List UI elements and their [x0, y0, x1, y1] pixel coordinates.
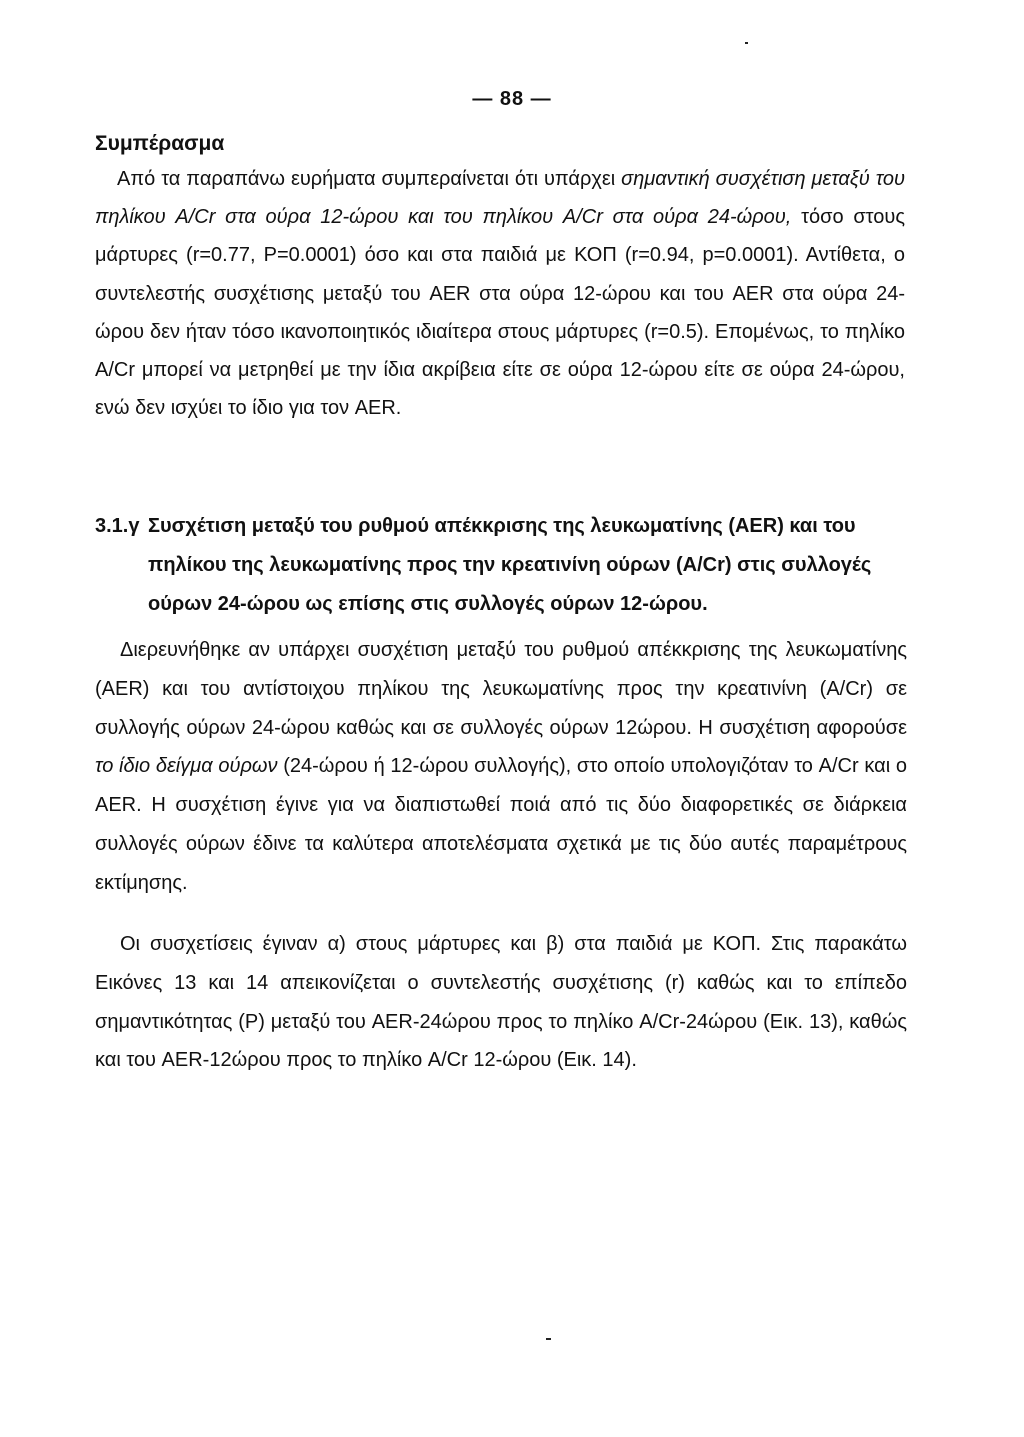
section-heading-line-2: πηλίκου της λευκωματίνης προς την κρεατινίνη ούρων (A/Cr) στις συλλογές	[148, 554, 872, 576]
section-heading-line-1	[95, 507, 907, 546]
section-heading-line-3: ούρων 24-ώρου ως επίσης στις συλλογές ούρων 12-ώρου.	[148, 593, 708, 615]
page-number: — 88 —	[472, 88, 552, 110]
body-paragraph-1	[95, 631, 907, 903]
conclusion-paragraph	[95, 160, 905, 427]
body-paragraph-1-emphasis: το ίδιο δείγμα ούρων	[95, 755, 278, 778]
body-paragraph-1-end: (24-ώρου ή 12-ώρου συλλογής), στο οποίο υπολογιζόταν το A/Cr και ο AER. Η συσχέτιση έγινε για να διαπιστωθεί ποιά από τις δύο διαφορετικές σε διάρκεια συλλογές ούρων έδινε τα καλύτερα αποτελέσματα σχετικά με τις δύο αυτές παραμέτρους εκτίμησης.	[95, 755, 907, 894]
body-paragraph-2: Οι συσχετίσεις έγιναν α) στους μάρτυρες και β) στα παιδιά με ΚΟΠ. Στις παρακάτω Εικόνες 13 και 14 απεικονίζεται ο συντελεστής συσχέτισης (r) καθώς και το επίπεδο σημαντικότητας (P) μεταξύ του AER-24ώρου προς το πηλίκο A/Cr-24ώρου (Εικ. 13), καθώς και του AER-12ώρου προς το πηλίκο A/Cr 12-ώρου (Εικ. 14).	[95, 933, 907, 1072]
scan-speck-bottom	[546, 1338, 551, 1340]
scan-speck-top	[745, 42, 748, 44]
conclusion-text-emphasis: σημαντική συσχέτιση μεταξύ του πηλίκου A/Cr στα ούρα 12-ώρου και του πηλίκου A/Cr στα ούρα 24-ώρου,	[95, 168, 906, 229]
section-title-part-1: Συσχέτιση μεταξύ του ρυθμού απέκκρισης της λευκωματίνης (AER) και του	[148, 515, 856, 537]
conclusion-text-start: Από τα παραπάνω ευρήματα συμπεραίνεται ότι υπάρχει	[117, 168, 622, 190]
section-heading	[95, 507, 907, 624]
conclusion-text-end: τόσο στους μάρτυρες (r=0.77, P=0.0001) όσο και στα παιδιά με ΚΟΠ (r=0.94, p=0.0001). Αντίθετα, ο συντελεστής συσχέτισης μεταξύ του AER στα ούρα 12-ώρου και του AER στα ούρα 24-ώρου δεν ήταν τόσο ικανοποιητικός ιδιαίτερα στους μάρτυρες (r=0.5). Επομένως, το πηλίκο A/Cr μπορεί να μετρηθεί με την ίδια ακρίβεια είτε σε ούρα 12-ώρου είτε σε ούρα 24-ώρου, ενώ δεν ισχύει το ίδιο για τον AER.	[95, 206, 905, 420]
section-number: 3.1.γ	[95, 515, 140, 537]
body-paragraph-1-start: Διερευνήθηκε αν υπάρχει συσχέτιση μεταξύ του ρυθμού απέκκρισης της λευκωματίνης (AER) και του αντίστοιχου πηλίκου της λευκωματίνης προς την κρεατινίνη (A/Cr) σε συλλογής ούρων 24-ώρου καθώς και σε συλλογές ούρων 12ώρου. Η συσχέτιση αφορούσε	[95, 639, 907, 739]
conclusion-heading: Συμπέρασμα	[95, 132, 225, 155]
